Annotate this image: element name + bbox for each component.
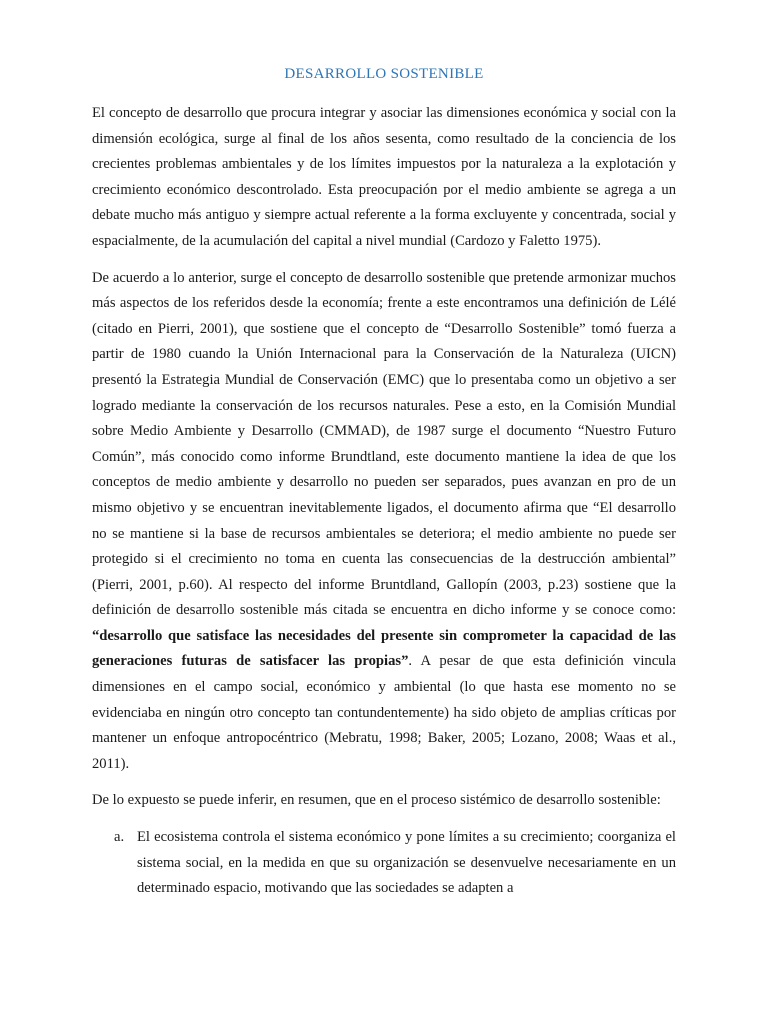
paragraph-2-text-start: De acuerdo a lo anterior, surge el concepto de desarrollo sostenible que pretende armonizar muchos más aspectos de los referidos desde la economía; frente a este encontramos una definición de Lélé (citado en Pierri, 2001), que sostiene que el concepto de “Desarrollo Sostenible” tomó fuerza a partir de 1980 cuando la Unión Internacional para la Conservación de la Naturaleza (UICN) presentó la Estrategia Mundial de Conservación (EMC) que lo presentaba como un objetivo a ser logrado mediante la conservación de los recursos naturales. Pese a esto, en la Comisión Mundial sobre Medio Ambiente y Desarrollo (CMMAD), de 1987 surge el documento “Nuestro Futuro Común”, más conocido como informe Brundtland, este documento mantiene la idea de que los conceptos de medio ambiente y desarrollo no pueden ser separados, pues avanzan en pro de un mismo objetivo y se encuentran inevitablemente ligados, el documento afirma que “El desarrollo no se mantiene si la base de recursos ambientales se deteriora; el medio ambiente no puede ser protegido si el crecimiento no toma en cuenta las consecuencias de la destrucción ambiental” (Pierri, 2001, p.60). Al respecto del informe Bruntdland, Gallopín (2003, p.23) sostiene que la definición de desarrollo sostenible más citada se encuentra en dicho informe y se conoce como:	[92, 269, 676, 619]
paragraph-2	[92, 266, 676, 778]
paragraph-3: De lo expuesto se puede inferir, en resumen, que en el proceso sistémico de desarrollo sostenible:	[92, 792, 661, 809]
paragraph-2-text-end: . A pesar de que esta definición vincula dimensiones en el campo social, económico y ambiental (lo que hasta ese momento no se evidenciaba en ningún otro concepto tan contundentemente) ha sido objeto de amplias críticas por mantener un enfoque antropocéntrico (Mebratu, 1998; Baker, 2005; Lozano, 2008; Waas et al., 2011).	[92, 653, 677, 772]
list-item-text: El ecosistema controla el sistema económico y pone límites a su crecimiento; coorganiza el sistema social, en la medida en que su organización se desenvuelve necesariamente en un determinado espacio, motivando que las sociedades se adapten a	[137, 829, 676, 897]
paragraph-2-bold-quote: “desarrollo que satisface las necesidades del presente sin comprometer la capacidad de las generaciones futuras de satisfacer las propias”	[92, 627, 676, 670]
list-marker: a.	[114, 829, 125, 846]
paragraph-1: El concepto de desarrollo que procura integrar y asociar las dimensiones económica y social con la dimensión ecológica, surge al final de los años sesenta, como resultado de la conciencia de los crecientes problemas ambientales y de los límites impuestos por la naturaleza a la explotación y crecimiento económico descontrolado. Esta preocupación por el medio ambiente se agrega a un debate mucho más antiguo y siempre actual referente a la forma excluyente y concentrada, social y espacialmente, de la acumulación del capital a nivel mundial (Cardozo y Faletto 1975).	[92, 105, 676, 249]
ordered-list	[92, 825, 676, 902]
document-title: DESARROLLO SOSTENIBLE	[284, 66, 484, 82]
list-item	[92, 825, 676, 902]
